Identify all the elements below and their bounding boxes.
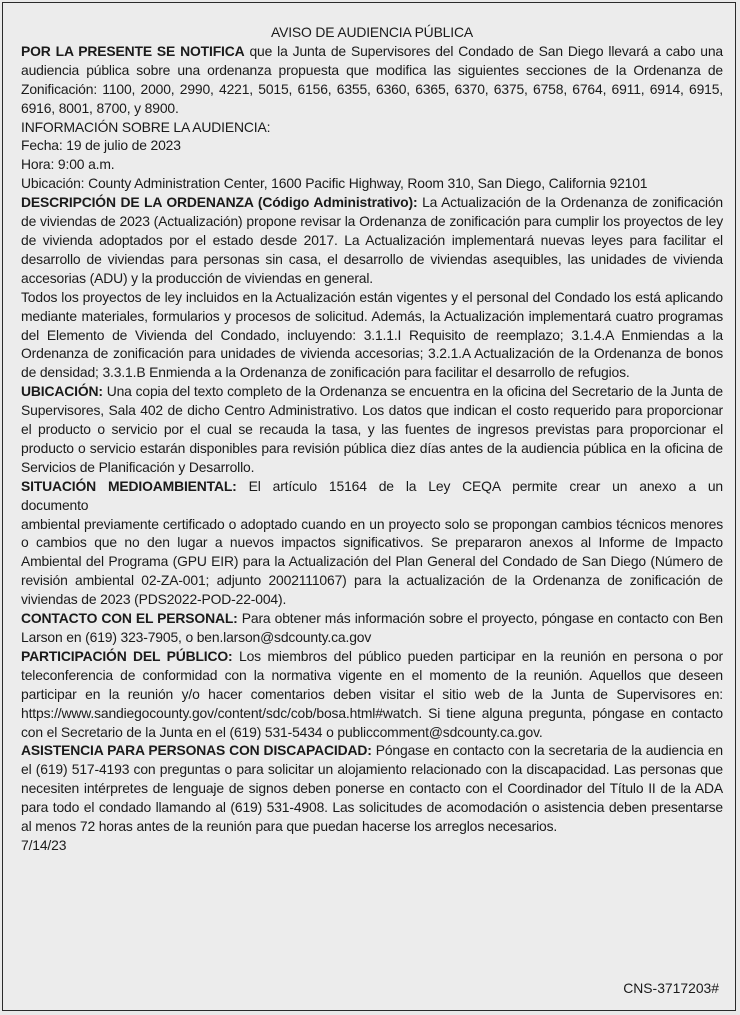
disability-paragraph [21,741,723,836]
ordinance-lead: DESCRIPCIÓN DE LA ORDENANZA (Código Administrativo): [21,194,418,211]
ordinance-paragraph-2: Todos los proyectos de ley incluidos en la Actualización están vigentes y el personal del Condado los está aplicando mediante materiales, formularios y procesos de solicitud. Además, la Actualización implementará cuatro programas del Elemento de Vivienda del Condado, incluyendo: 3.1.1.I Requisito de reemplazo; 3.1.4.A Enmiendas a la Ordenanza de zonificación para unidades de vivienda accesorias; 3.2.1.A Actualización de la Ordenanza de bonos de densidad; 3.3.1.B Enmienda a la Ordenanza de zonificación para facilitar el desarrollo de refugios. [21,288,723,381]
participation-lead: PARTICIPACIÓN DEL PÚBLICO: [21,647,233,664]
ordinance-text: La Actualización de la Ordenanza de zonificación de viviendas de 2023 (Actualización) propone revisar la Ordenanza de zonificación para cumplir los proyectos de ley de vivienda adoptados por el estado desde 2017. La Actualización implementará nuevas leyes para facilitar el desarrollo de viviendas para personas sin casa, el desarrollo de viviendas asequibles, las unidades de vivienda accesorias (ADU) y la producción de viviendas en general. [21,194,723,286]
hearing-location: Ubicación: County Administration Center, 1600 Pacific Highway, Room 310, San Diego, California 92101 [21,175,648,192]
disability-text: Póngase en contacto con la secretaria de la audiencia en el (619) 517-4193 con preguntas o para solicitar un alojamiento relacionado con la discapacidad. Las personas que necesiten intérpretes de lenguaje de signos deben ponerse en contacto con el Coordinador del Título II de la ADA para todo el condado llamando al (619) 531-4908. Las solicitudes de acomodación o asistencia deben presentarse al menos 72 horas antes de la reunión para que puedan hacerse los arreglos necesarios. [21,742,724,835]
location-lead: UBICACIÓN: [21,383,103,400]
hearing-info-heading: INFORMACIÓN SOBRE LA AUDIENCIA: [21,118,271,135]
contact-lead: CONTACTO CON EL PERSONAL: [21,610,238,627]
contact-text: Para obtener más información sobre el proyecto, póngase en contacto con Ben Larson en (619) 323-7905, o ben.larson@sdcounty.ca.gov [21,610,723,645]
location-paragraph [21,382,723,477]
notice-id: CNS-3717203# [623,980,719,996]
environmental-word: documento [21,496,89,513]
hearing-time: Hora: 9:00 a.m. [21,156,115,173]
contact-paragraph [21,609,723,647]
environmental-paragraph-2: ambiental previamente certificado o adoptado cuando en un proyecto solo se propongan cambios técnicos menores o cambios que no den lugar a nuevos impactos significativos. Se prepararon anexos al Informe de Impacto Ambiental del Programa (GPU EIR) para la Actualización del Plan General del Condado de San Diego (Número de revisión ambiental 02-ZA-001; adjunto 2002111067) para la actualización de la Ordenanza de zonificación de viviendas de 2023 (PDS2022-POD-22-004). [21,515,723,608]
notice-title: AVISO DE AUDIENCIA PÚBLICA [271,24,473,40]
environmental-text: El artículo 15164 de la Ley CEQA permite crear un anexo a un [236,477,723,494]
intro-lead: POR LA PRESENTE SE NOTIFICA [21,42,245,59]
participation-text: Los miembros del público pueden participar en la reunión en persona o por teleconferencia de conformidad con la normativa vigente en el momento de la reunión. Aquellos que deseen participar en la reunión y/o hacer comentarios deben visitar el sitio web de la Junta de Supervisores en: https://www.sandiegocounty.gov/content/sdc/cob/bosa.html#watch. Si tiene alguna pregunta, póngase en contacto con el Secretario de la Junta en el (619) 531-5434 o publiccomment@sdcounty.ca.gov. [21,647,724,740]
intro-text: que la Junta de Supervisores del Condado de San Diego llevará a cabo una audiencia pública sobre una ordenanza propuesta que modifica las siguientes secciones de la Ordenanza de Zonificación: 1100, 2000, 2990, 4221, 5015, 6156, 6355, 6360, 6365, 6370, 6375, 6758, 6764, 6911, 6914, 6915, 6916, 8001, 8700, y 8900. [21,42,723,116]
hearing-date: Fecha: 19 de julio de 2023 [21,137,181,154]
public-notice [2,2,736,1011]
notice-date: 7/14/23 [21,836,67,853]
ordinance-paragraph [21,193,723,288]
participation-paragraph [21,647,723,742]
environmental-lead: SITUACIÓN MEDIOAMBIENTAL: [21,477,237,494]
intro-paragraph [21,42,723,118]
environmental-paragraph [21,477,723,496]
location-text: Una copia del texto completo de la Ordenanza se encuentra en la oficina del Secretario de la Junta de Supervisores, Sala 402 de dicho Centro Administrativo. Los datos que indican el costo requerido para proporcionar el producto o servicio por el cual se recauda la tasa, y las fuentes de ingresos previstas para proporcionar el producto o servicio estarán disponibles para revisión pública diez días antes de la audiencia pública en la oficina de Servicios de Planificación y Desarrollo. [21,383,723,475]
disability-lead: ASISTENCIA PARA PERSONAS CON DISCAPACIDAD: [21,742,372,759]
notice-body [21,23,723,855]
